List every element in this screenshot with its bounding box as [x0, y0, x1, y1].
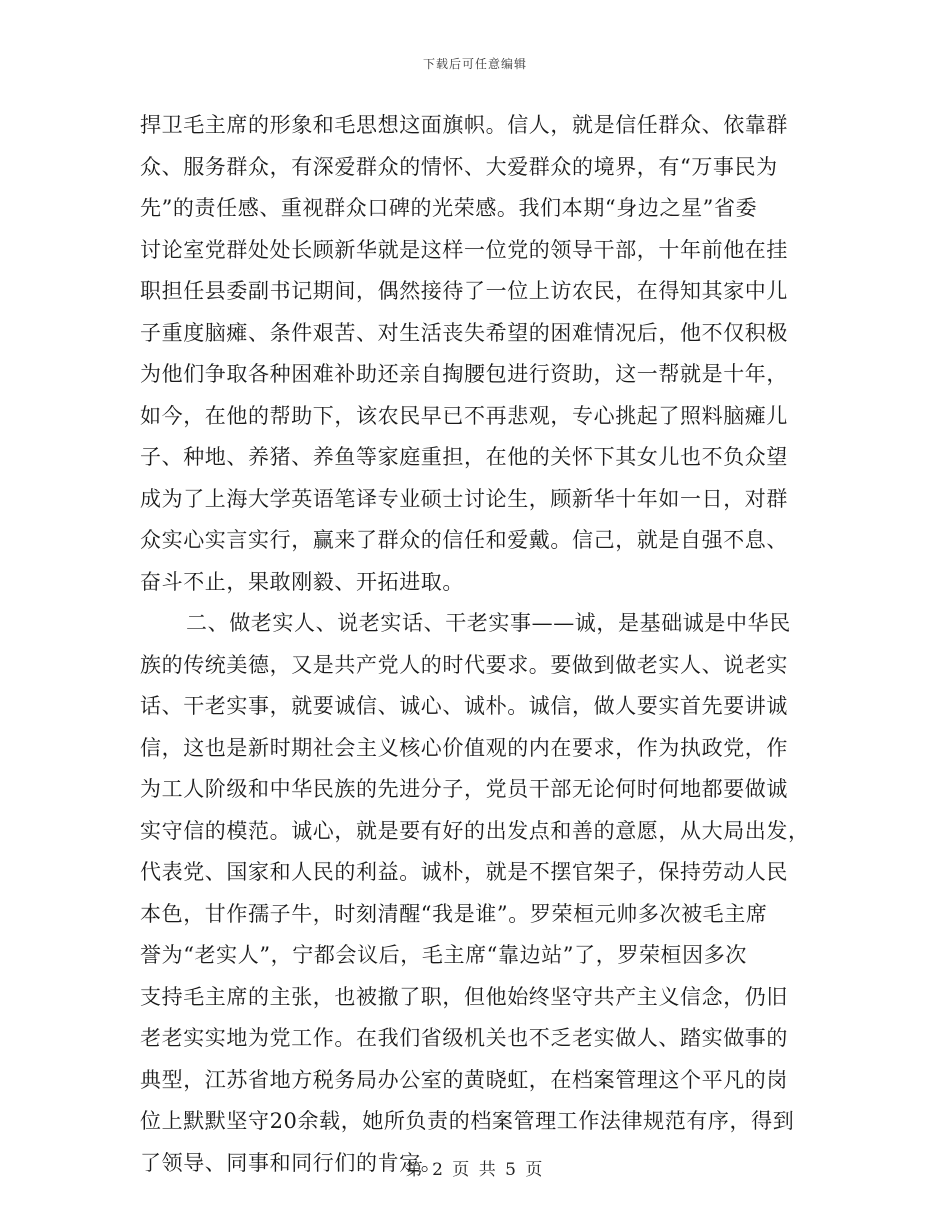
text-line: 子、种地、养猪、养鱼等家庭重担，在他的关怀下其女儿也不负众望 [140, 445, 788, 469]
text-line: 了领导、同事和同行们的肯定。 [140, 1150, 443, 1175]
text-line: 典型，江苏省地方税务局办公室的黄晓虹，在档案管理这个平凡的岗 [140, 1067, 788, 1092]
text-line: 本色，甘作孺子牛，时刻清醒“我是谁”。罗荣桓元帅多次被毛主席 [140, 901, 768, 926]
text-line: 代表党、国家和人民的利益。诚朴，就是不摆官架子，保持劳动人民 [140, 860, 788, 884]
text-line: 二、做老实人、说老实话、干老实事——诚，是基础诚是中华民 [186, 611, 791, 635]
text-line: 子重度脑瘫、条件艰苦、对生活丧失希望的困难情况后，他不仅积极 [140, 320, 788, 345]
text-line: 支持毛主席的主张，也被撤了职，但他始终坚守共产主义信念，仍旧 [140, 984, 788, 1009]
text-line: 如今，在他的帮助下，该农民早已不再悲观，专心挑起了照料脑瘫儿 [140, 403, 788, 428]
text-line: 众实心实言实行，赢来了群众的信任和爱戴。信己，就是自强不息、 [140, 528, 788, 552]
text-line: 先”的责任感、重视群众口碑的光荣感。我们本期“身边之星”省委 [140, 196, 758, 220]
text-line: 讨论室党群处处长顾新华就是这样一位党的领导干部，十年前他在挂 [140, 237, 788, 262]
text-line: 为他们争取各种困难补助还亲自掏腰包进行资助，这一帮就是十年， [140, 362, 788, 386]
text-line: 话、干老实事，就要诚信、诚心、诚朴。诚信，做人要实首先要讲诚 [140, 694, 788, 718]
header-note: 下载后可任意编辑 [422, 57, 527, 71]
paragraph-1 [140, 105, 812, 603]
text-line: 为工人阶级和中华民族的先进分子，党员干部无论何时何地都要做诚 [140, 777, 788, 801]
text-line: 成为了上海大学英语笔译专业硕士讨论生，顾新华十年如一日，对群 [140, 486, 788, 511]
text-line: 位上默默坚守20余载，她所负责的档案管理工作法律规范有序，得到 [140, 1109, 795, 1133]
text-line: 奋斗不止，果敢刚毅、开拓进取。 [140, 569, 464, 594]
text-line: 老老实实地为党工作。在我们省级机关也不乏老实做人、踏实做事的 [140, 1026, 788, 1050]
text-line: 族的传统美德，又是共产党人的时代要求。要做到做老实人、说老实 [140, 652, 788, 677]
text-line: 众、服务群众，有深爱群众的情怀、大爱群众的境界，有“万事民为 [140, 154, 778, 179]
text-line: 信，这也是新时期社会主义核心价值观的内在要求，作为执政党，作 [140, 735, 788, 760]
page-number: 第 2 页 共 5 页 [405, 1160, 545, 1180]
text-line: 捍卫毛主席的形象和毛思想这面旗帜。信人，就是信任群众、依靠群 [140, 113, 788, 137]
text-line: 誉为“老实人”，宁都会议后，毛主席“靠边站”了，罗荣桓因多次 [140, 943, 747, 967]
paragraph-2 [140, 603, 812, 1184]
document-body [140, 105, 812, 1184]
text-line: 实守信的模范。诚心，就是要有好的出发点和善的意愿，从大局出发， [140, 818, 810, 843]
text-line: 职担任县委副书记期间，偶然接待了一位上访农民，在得知其家中儿 [140, 279, 788, 303]
